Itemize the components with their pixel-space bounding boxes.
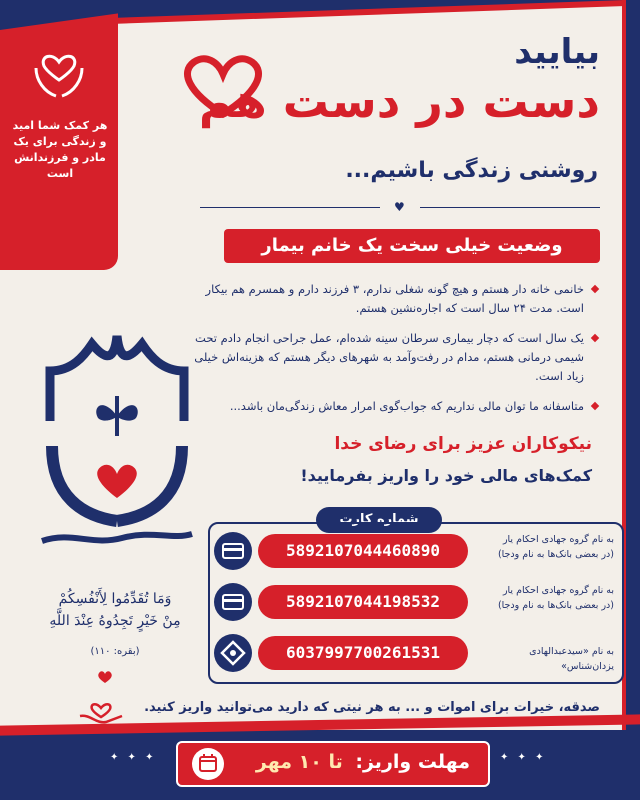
right-band bbox=[626, 0, 640, 800]
credit-card-icon bbox=[214, 583, 252, 621]
small-heart-icon bbox=[97, 670, 113, 684]
card-owner-note: (در بعضی بانک‌ها به نام ودجا) bbox=[497, 600, 614, 611]
card-owner-name: به نام گروه جهادی احکام یار bbox=[502, 534, 614, 545]
story-item: یک سال است که دچار بیماری سرطان سینه شده‌ام، عمل جراحی انجام دادم تحت شیمی درمانی هستم، مدام در رفت‌وآمد به شهرهای دیگر هستم که هزینه‌اش خیلی زیاد است. bbox=[188, 329, 598, 386]
story-item: متاسفانه ما توان مالی نداریم که جواب‌گوی امرار معاش زندگی‌مان باشد... bbox=[188, 397, 598, 416]
charity-note: صدقه، خیرات برای اموات و ... به هر نیتی که دارید می‌توانید واریز کنید. bbox=[144, 700, 600, 715]
card-owner-name: به نام گروه جهادی احکام یار bbox=[502, 585, 614, 596]
card-row bbox=[214, 532, 614, 570]
divider bbox=[200, 200, 600, 214]
card-owner-note: (در بعضی بانک‌ها به نام ودجا) bbox=[497, 549, 614, 560]
appeal-line1: نیکوکاران عزیز برای رضای خدا bbox=[334, 434, 592, 454]
deadline-label: مهلت واریز: bbox=[355, 751, 470, 773]
divider-heart-icon: ♥ bbox=[394, 200, 405, 214]
card-section-title: شماره کارت bbox=[316, 507, 442, 533]
card-owner-label bbox=[474, 532, 614, 562]
deadline-badge bbox=[176, 741, 490, 787]
headline-line3: روشنی زندگی باشیم... bbox=[345, 158, 598, 183]
card-owner-label bbox=[474, 644, 614, 674]
card-row bbox=[214, 634, 614, 672]
deadline-value: تا ۱۰ مهر bbox=[255, 751, 343, 773]
charity-logo-icon bbox=[32, 326, 202, 576]
headline-line1: بیایید bbox=[514, 32, 600, 72]
card-owner-name: به نام «سیدعبدالهادی یزدان‌شناس» bbox=[529, 646, 614, 672]
status-banner: وضعیت خیلی سخت یک خانم بیمار bbox=[224, 229, 600, 263]
side-panel bbox=[0, 0, 118, 270]
verse-line1: وَمَا تُقَدِّمُوا لِأَنْفُسِكُمْ bbox=[58, 591, 172, 607]
side-panel-text: هر کمک شما امید و زندگی برای یک مادر و فرزندانش است bbox=[12, 119, 108, 180]
card-number[interactable]: 6037997700261531 bbox=[258, 636, 468, 670]
appeal-line2: کمک‌های مالی خود را واریز بفرمایید! bbox=[300, 466, 592, 485]
quran-verse bbox=[20, 588, 210, 632]
verse-line2: مِنْ خَيْرٍ تَجِدُوهُ عِنْدَ اللَّهِ bbox=[49, 613, 181, 629]
headline-line2: دست در دست هم bbox=[198, 74, 600, 128]
card-owner-label bbox=[474, 583, 614, 613]
story-item: خانمی خانه دار هستم و هیچ گونه شغلی ندارم، ۳ فرزند دارم و همسرم هم بیکار است. مدت ۲۴ سال است که اجاره‌نشین هستم. bbox=[188, 280, 598, 318]
story-list bbox=[188, 280, 598, 427]
heart-hands-icon bbox=[30, 40, 88, 100]
card-row bbox=[214, 583, 614, 621]
card-number[interactable]: 5892107044198532 bbox=[258, 585, 468, 619]
card-number[interactable]: 5892107044460890 bbox=[258, 534, 468, 568]
credit-card-icon bbox=[214, 532, 252, 570]
calendar-icon bbox=[192, 748, 224, 780]
deadline-text bbox=[256, 751, 470, 773]
bank-logo-icon bbox=[214, 634, 252, 672]
decor-stars: ✦ ✦ ✦ bbox=[110, 752, 157, 763]
verse-reference: (بقره: ۱۱۰) bbox=[90, 646, 140, 657]
decor-stars: ✦ ✦ ✦ bbox=[500, 752, 547, 763]
